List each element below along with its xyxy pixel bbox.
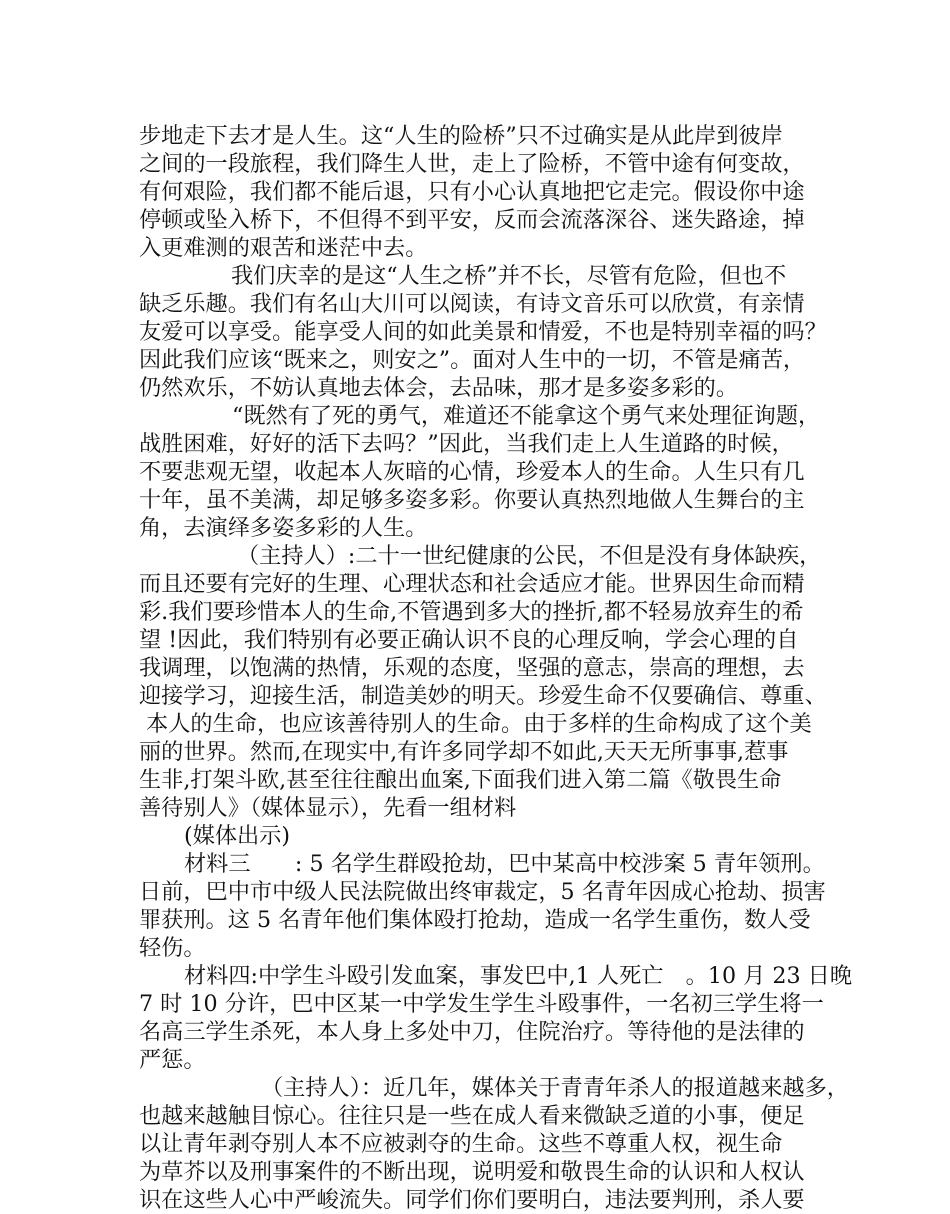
text-line: 十年，虽不美满，却足够多姿多彩。你要认真热烈地做人生舞台的主 bbox=[139, 487, 805, 513]
text-line: 友爱可以享受。能享受人间的如此美景和情爱，不也是特别幸福的吗？ bbox=[139, 319, 827, 345]
text-line: 不要悲观无望，收起本人灰暗的心情，珍爱本人的生命。人生只有几 bbox=[139, 459, 805, 485]
text-line: 步地走下去才是人生。这“人生的险桥”只不过确实是从此岸到彼岸 bbox=[139, 123, 783, 149]
text-line: （主持人）:二十一世纪健康的公民，不但是没有身体缺疾， bbox=[237, 543, 822, 569]
text-line: 丽的世界。然而,在现实中,有许多同学却不如此,天天无所事事,惹事 bbox=[139, 739, 789, 765]
text-line: “既然有了死的勇气，难道还不能拿这个勇气来处理征询题， bbox=[232, 403, 821, 429]
text-line: 彩.我们要珍惜本人的生命,不管遇到多大的挫折,都不轻易放弃生的希 bbox=[139, 599, 804, 625]
text-line: 材料三 : 5 名学生群殴抢劫，巴中某高中校涉案 5 青年领刑。 bbox=[184, 851, 825, 877]
text-line: 角，去演绎多姿多彩的人生。 bbox=[139, 515, 428, 541]
text-line: （主持人）：近几年，媒体关于青青年杀人的报道越来越多， bbox=[261, 1075, 849, 1101]
text-line: 有何艰险，我们都不能后退，只有小心认真地把它走完。假设你中途 bbox=[139, 179, 805, 205]
text-line: 仍然欢乐，不妨认真地去体会，去品味，那才是多姿多彩的。 bbox=[139, 375, 739, 401]
text-line: 日前，巴中市中级人民法院做出终审裁定，5 名青年因成心抢劫、损害 bbox=[139, 879, 826, 905]
text-line: 我们庆幸的是这“人生之桥”并不长，尽管有危险，但也不 bbox=[231, 263, 787, 289]
text-line: 而且还要有完好的生理、心理状态和社会适应才能。世界因生命而精 bbox=[139, 571, 805, 597]
text-line: 战胜困难，好好的活下去吗？”因此，当我们走上人生道路的时候， bbox=[139, 431, 794, 457]
text-line: 望 !因此，我们特别有必要正确认识不良的心理反响，学会心理的自 bbox=[139, 627, 799, 653]
text-line: 因此我们应该“既来之，则安之”。面对人生中的一切，不管是痛苦， bbox=[139, 347, 806, 373]
text-line: 材料四:中学生斗殴引发血案，事发巴中,1 人死亡 。10 月 23 日晚 bbox=[184, 963, 853, 989]
text-line: 迎接学习，迎接生活，制造美妙的明天。珍爱生命不仅要确信、尊重、 bbox=[139, 683, 827, 709]
text-line: 本人的生命，也应该善待别人的生命。由于多样的生命构成了这个美 bbox=[139, 711, 812, 737]
text-line: 入更难测的艰苦和迷茫中去。 bbox=[139, 235, 428, 261]
text-line: 之间的一段旅程，我们降生人世，走上了险桥，不管中途有何变故， bbox=[139, 151, 805, 177]
text-line: 识在这些人心中严峻流失。同学们你们要明白，违法要判刑，杀人要 bbox=[139, 1187, 805, 1213]
text-line: 生非,打架斗欧,甚至往往酿出血案,下面我们进入第二篇《敬畏生命 bbox=[139, 767, 782, 793]
text-line: 也越来越触目惊心。往往只是一些在成人看来微缺乏道的小事，便足 bbox=[139, 1103, 805, 1129]
text-line: 7 时 10 分许，巴中区某一中学发生学生斗殴事件，一名初三学生将一 bbox=[139, 991, 824, 1017]
text-line: 罪获刑。这 5 名青年他们集体殴打抢劫，造成一名学生重伤，数人受 bbox=[139, 907, 811, 933]
text-line: 严惩。 bbox=[139, 1047, 206, 1073]
text-line: 停顿或坠入桥下，不但得不到平安，反而会流落深谷、迷失路途，掉 bbox=[139, 207, 805, 233]
text-line: 名高三学生杀死，本人身上多处中刀，住院治疗。等待他的是法律的 bbox=[139, 1019, 805, 1045]
text-line: 善待别人》（媒体显示），先看一组材料 bbox=[139, 795, 517, 821]
text-line: 为草芥以及刑事案件的不断出现，说明爱和敬畏生命的认识和人权认 bbox=[139, 1159, 805, 1185]
text-line: 我调理，以饱满的热情，乐观的态度，坚强的意志，崇高的理想，去 bbox=[139, 655, 805, 681]
text-line: 轻伤。 bbox=[139, 935, 206, 961]
text-line: 以让青年剥夺别人本不应被剥夺的生命。这些不尊重人权，视生命 bbox=[139, 1131, 783, 1157]
text-line: 缺乏乐趣。我们有名山大川可以阅读，有诗文音乐可以欣赏，有亲情 bbox=[139, 291, 805, 317]
text-line: (媒体出示) bbox=[184, 823, 291, 849]
